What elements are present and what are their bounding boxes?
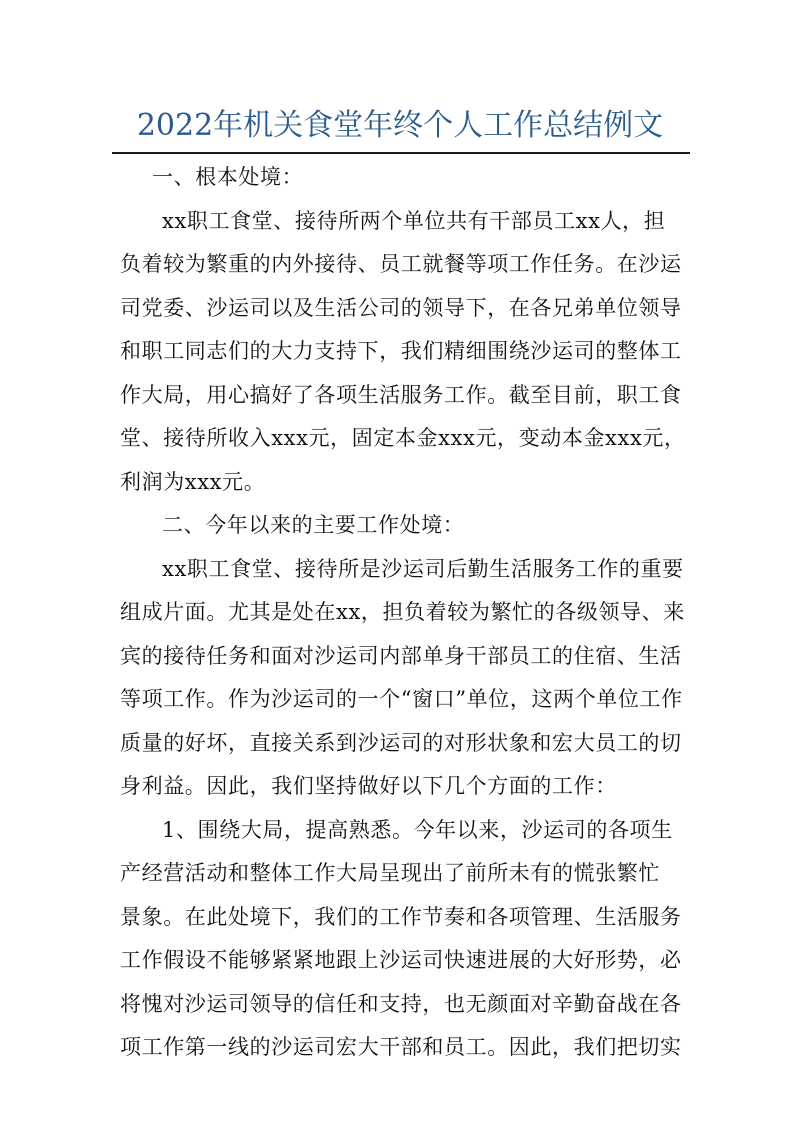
paragraph-line: 堂、接待所收入xxx元，固定本金xxx元，变动本金xxx元，	[120, 426, 686, 450]
document-title: 2022年机关食堂年终个人工作总结例文	[136, 108, 664, 143]
section-heading: 二、今年以来的主要工作处境：	[162, 513, 465, 537]
paragraph-line: 项工作第一线的沙运司宏大干部和员工。因此，我们把切实	[120, 1035, 682, 1059]
paragraph-line: 和职工同志们的大力支持下，我们精细围绕沙运司的整体工	[120, 339, 682, 363]
paragraph-line: 利润为xxx元。	[120, 469, 266, 494]
paragraph-line: xx职工食堂、接待所是沙运司后勤生活服务工作的重要	[162, 556, 684, 581]
paragraph-line: xx职工食堂、接待所两个单位共有干部员工xx人，担	[162, 208, 666, 233]
section-heading: 一、根本处境：	[152, 165, 304, 189]
title-divider	[112, 152, 690, 154]
document-body	[120, 156, 684, 1070]
paragraph-line: 1、围绕大局，提高熟悉。今年以来，沙运司的各项生	[162, 817, 673, 842]
paragraph-line: 宾的接待任务和面对沙运司内部单身干部员工的住宿、生活	[120, 643, 682, 668]
paragraph-line: 产经营活动和整体工作大局呈现出了前所未有的慌张繁忙	[120, 861, 660, 885]
paragraph-line: 负着较为繁重的内外接待、员工就餐等项工作任务。在沙运	[120, 252, 682, 276]
paragraph-line: 质量的好坏，直接关系到沙运司的对形状象和宏大员工的切	[120, 730, 682, 755]
paragraph-line: 组成片面。尤其是处在xx，担负着较为繁忙的各级领导、来	[120, 600, 685, 624]
paragraph-line: 司党委、沙运司以及生活公司的领导下，在各兄弟单位领导	[120, 295, 682, 320]
paragraph-line: 工作假设不能够紧紧地跟上沙运司快速进展的大好形势，必	[120, 948, 682, 972]
paragraph-line: 身利益。因此，我们坚持做好以下几个方面的工作：	[120, 774, 617, 798]
paragraph-line: 景象。在此处境下，我们的工作节奏和各项管理、生活服务	[120, 904, 682, 929]
paragraph-line: 等项工作。作为沙运司的一个“窗口”单位，这两个单位工作	[120, 687, 683, 711]
paragraph-line: 将愧对沙运司领导的信任和支持，也无颜面对辛勤奋战在各	[120, 991, 682, 1016]
paragraph-line: 作大局，用心搞好了各项生活服务工作。截至目前，职工食	[120, 382, 682, 407]
